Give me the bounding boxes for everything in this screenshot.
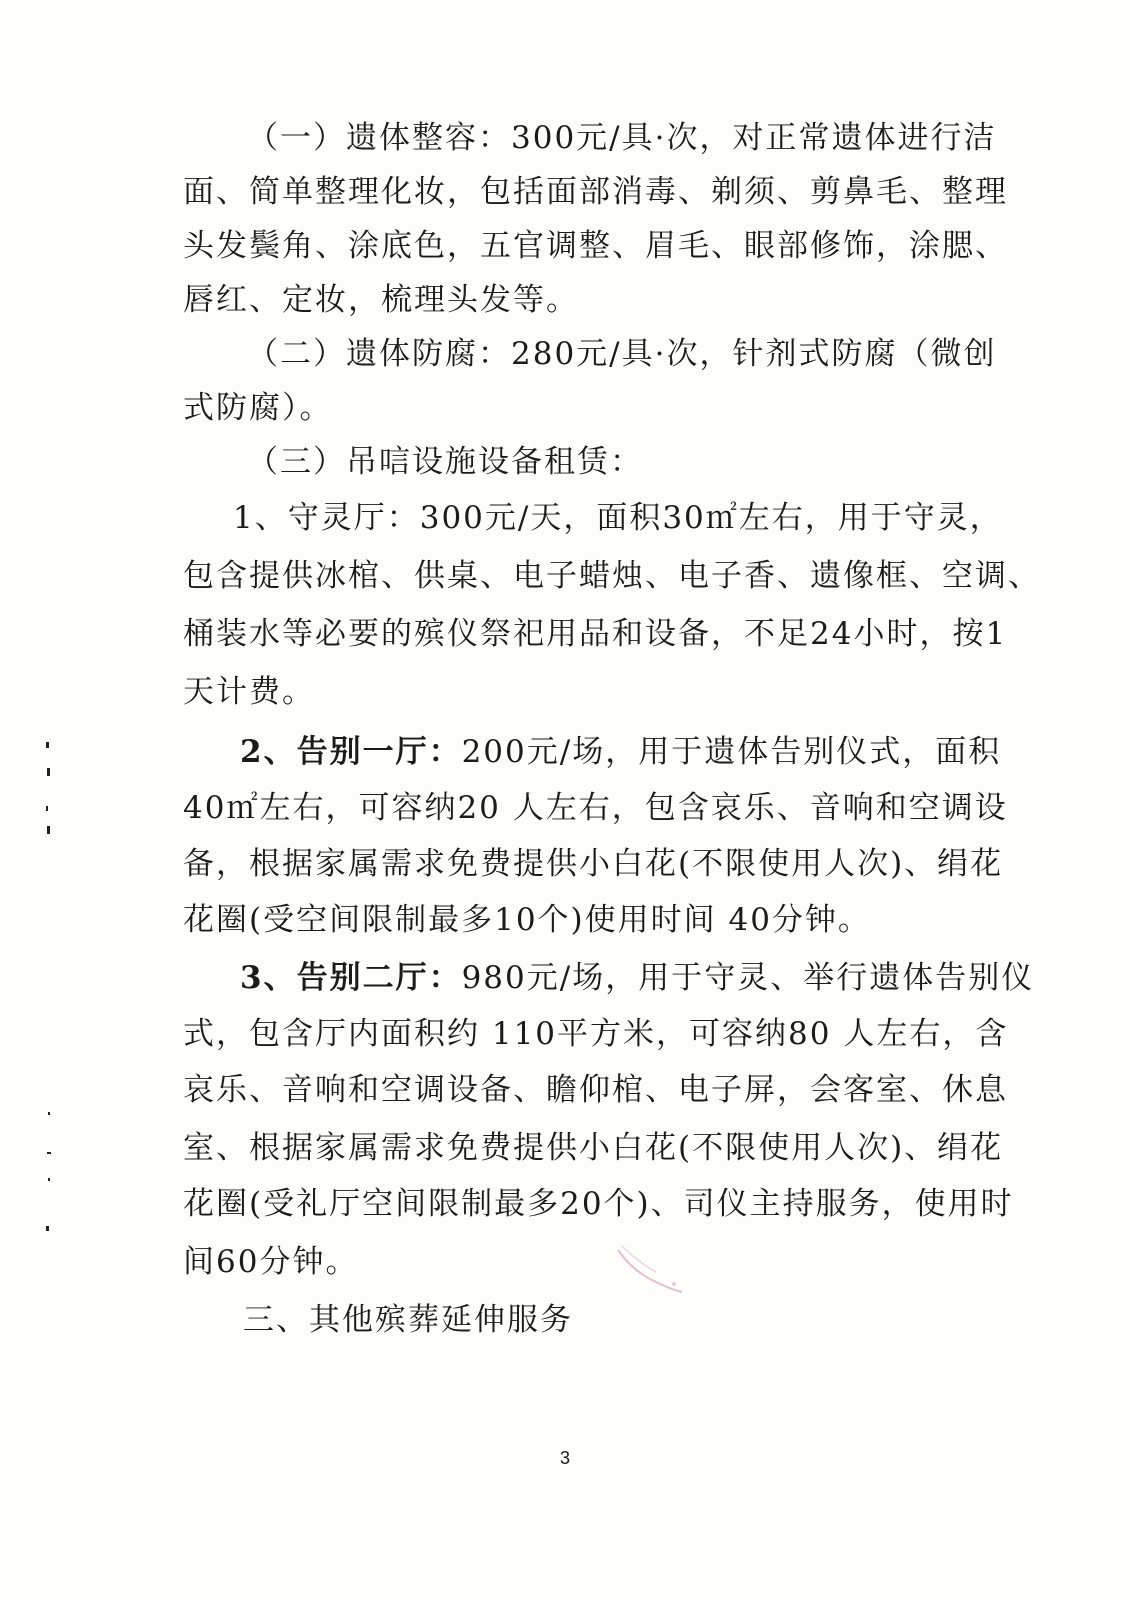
- margin-mark: [48, 1112, 50, 1115]
- item2-line-1: （二）遗体防腐：280元/具·次，针剂式防腐（微创: [247, 336, 997, 372]
- item1-line-3: 头发鬓角、涂底色，五官调整、眉毛、眼部修饰，涂腮、: [183, 228, 1008, 264]
- margin-mark: [46, 1226, 49, 1231]
- item1-line-2: 面、简单整理化妆，包括面部消毒、剃须、剪鼻毛、整理: [183, 174, 1008, 210]
- sub3-line-5: 花圈(受礼厅空间限制最多20个)、司仪主持服务，使用时: [183, 1186, 1014, 1222]
- margin-mark: [47, 1152, 51, 1154]
- sub1-line-1: 1、守灵厅：300元/天，面积30㎡左右，用于守灵，: [233, 500, 1003, 536]
- margin-mark: [48, 1178, 50, 1181]
- sub3-line-4: 室、根据家属需求免费提供小白花(不限使用人次)、绢花: [183, 1130, 1004, 1166]
- margin-mark: [47, 826, 50, 834]
- page-number: 3: [559, 1448, 570, 1468]
- sub2-line-3: 备，根据家属需求免费提供小白花(不限使用人次)、绢花: [183, 846, 1004, 882]
- item2-line-2: 式防腐）。: [183, 390, 333, 426]
- item3-title: （三）吊唁设施设备租赁：: [247, 444, 643, 480]
- sub3-line-3: 哀乐、音响和空调设备、瞻仰棺、电子屏，会客室、休息: [183, 1072, 1008, 1108]
- stamp-mark-icon: [612, 1240, 692, 1300]
- margin-mark: [47, 768, 50, 776]
- item1-line-4: 唇红、定妆，梳理头发等。: [183, 282, 579, 318]
- sub1-line-3: 桶装水等必要的殡仪祭祀用品和设备，不足24小时，按1: [183, 616, 1008, 652]
- sub2-line-4: 花圈(受空间限制最多10个)使用时间 40分钟。: [183, 902, 871, 938]
- sub3-line-6: 间60分钟。: [183, 1244, 359, 1280]
- section-three-heading: 三、其他殡葬延伸服务: [243, 1302, 573, 1338]
- item1-line-1: （一）遗体整容：300元/具·次，对正常遗体进行洁: [247, 120, 997, 156]
- sub1-line-4: 天计费。: [183, 674, 315, 710]
- margin-mark: [46, 806, 48, 811]
- sub3-line-1: 3、告别二厅：980元/场，用于守灵、举行遗体告别仪: [240, 960, 1035, 996]
- sub2-line-1: 2、告别一厅：200元/场，用于遗体告别仪式，面积: [240, 734, 1002, 770]
- sub3-line-2: 式，包含厅内面积约 110平方米，可容纳80 人左右，含: [183, 1016, 1009, 1052]
- sub2-line-2: 40㎡左右，可容纳20 人左右，包含哀乐、音响和空调设: [183, 790, 1008, 826]
- margin-mark: [46, 742, 49, 748]
- sub1-line-2: 包含提供冰棺、供桌、电子蜡烛、电子香、遗像框、空调、: [183, 558, 1041, 594]
